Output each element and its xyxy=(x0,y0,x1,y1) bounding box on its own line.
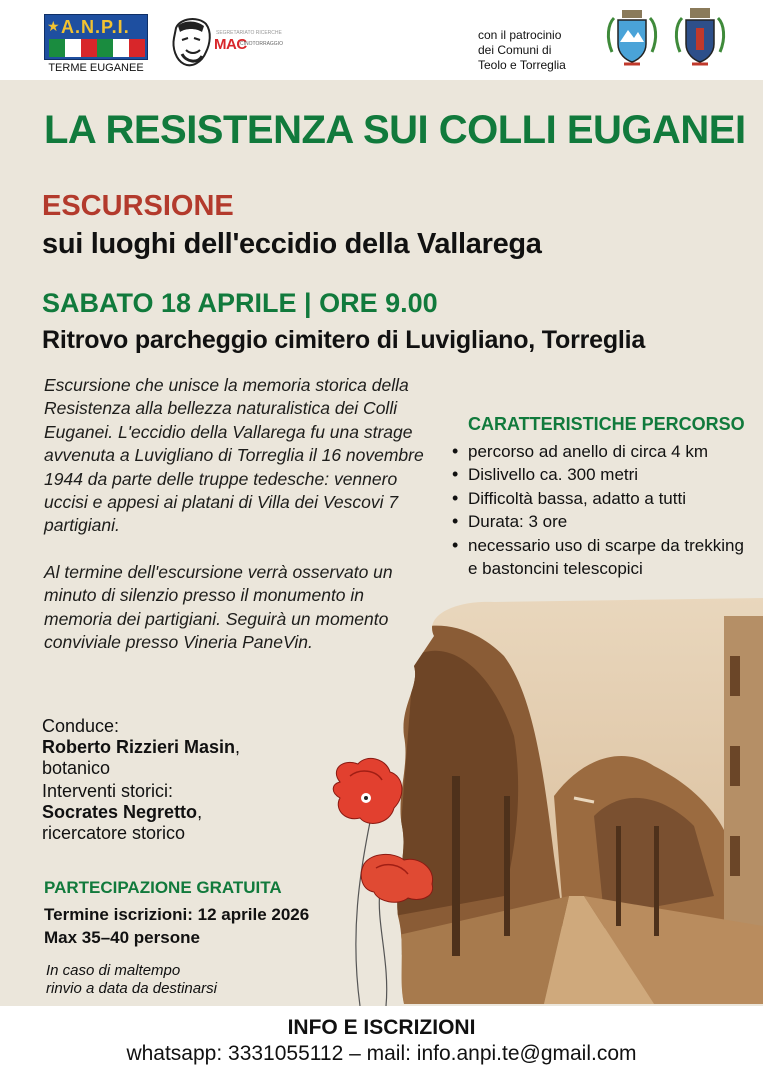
event-subtitle: sui luoghi dell'eccidio della Vallarega xyxy=(42,228,542,260)
historian-label: Interventi storici: xyxy=(42,781,174,801)
description-paragraph-2: Al termine dell'escursione verrà osservato un minuto di silenzio presso il monumento in memoria dei partigiani. Seguirà un momento conviviale presso Vineria PaneVin. xyxy=(44,561,393,653)
poppy-flower-1 xyxy=(333,758,402,823)
registration-info xyxy=(44,903,309,949)
description-paragraph-1: Escursione che unisce la memoria storica della Resistenza alla bellezza naturalistica dei Colli Euganei. L'eccidio della Vallarega fu una strage avvenuta a Luvigliano di Torreglia il 16 novembre 1944 da parte delle truppe tedesche: vennero uccisi e appesi ai platani di Villa dei Vescovi 7 partigiani. xyxy=(44,375,424,536)
anpi-logo xyxy=(44,14,148,74)
historian-role: ricercatore storico xyxy=(42,823,186,843)
anpi-logo-text: A.N.P.I. xyxy=(61,17,130,37)
weather-note-line-1: In caso di maltempo xyxy=(46,962,181,979)
footer xyxy=(0,1006,763,1080)
mac-logo xyxy=(168,14,288,72)
mac-logo-tiny-text: SEGRETARIATO RICERCHE xyxy=(216,30,282,36)
guide-name: Roberto Rizzieri Masin xyxy=(42,737,236,757)
historian-name-line: Socrates Negretto, xyxy=(42,802,203,822)
patronage-text xyxy=(478,28,566,73)
list-item: • percorso ad anello di circa 4 km xyxy=(450,440,750,463)
max-participants: Max 35–40 persone xyxy=(44,928,200,947)
teolo-crest-icon xyxy=(604,8,660,70)
poppy-flower-2 xyxy=(361,854,432,902)
participation-title: PARTECIPAZIONE GRATUITA xyxy=(44,878,282,897)
star-icon: ★ xyxy=(47,18,60,34)
header xyxy=(0,0,763,80)
italian-flag-ribbon xyxy=(49,39,145,57)
guide-name-line: Roberto Rizzieri Masin, xyxy=(42,737,241,757)
route-list xyxy=(450,440,750,580)
mac-logo-text: MAC xyxy=(214,36,247,53)
list-item: • necessario uso di scarpe da trekking e bastoncini telescopici xyxy=(450,534,750,581)
historian-block xyxy=(42,781,202,844)
meeting-point: Ritrovo parcheggio cimitero di Luvigliano, Torreglia xyxy=(42,326,646,354)
mac-logo-small-text: CINOTORRAGGIO xyxy=(240,41,283,47)
contact-line: whatsapp: 3331055112 – mail: info.anpi.te@gmail.com xyxy=(126,1042,637,1065)
guide-role: botanico xyxy=(42,758,111,778)
guide-block xyxy=(42,716,240,779)
registration-deadline: Termine iscrizioni: 12 aprile 2026 xyxy=(44,905,310,924)
patronage-line-3: Teolo e Torreglia xyxy=(478,58,566,72)
list-item: • Dislivello ca. 300 metri xyxy=(450,463,750,486)
guide-label: Conduce: xyxy=(42,716,120,736)
portrait-sketch-icon xyxy=(168,14,214,70)
list-item: • Durata: 3 ore xyxy=(450,510,750,533)
anpi-subtitle: TERME EUGANEE xyxy=(48,62,144,74)
info-title: INFO E ISCRIZIONI xyxy=(287,1016,476,1039)
torreglia-crest-icon xyxy=(672,8,728,70)
list-item: • Difficoltà bassa, adatto a tutti xyxy=(450,487,750,510)
poppies-illustration xyxy=(320,752,450,1006)
route-title: CARATTERISTICHE PERCORSO xyxy=(468,414,745,434)
event-type: ESCURSIONE xyxy=(42,190,234,222)
event-title: LA RESISTENZA SUI COLLI EUGANEI xyxy=(44,108,746,152)
patronage-line-2: dei Comuni di xyxy=(478,43,552,57)
historian-name: Socrates Negretto xyxy=(42,802,198,822)
patronage-line-1: con il patrocinio xyxy=(478,28,562,42)
description xyxy=(44,374,424,654)
weather-note-line-2: rinvio a data da destinarsi xyxy=(46,980,217,997)
anpi-logo-badge xyxy=(44,14,148,60)
weather-note xyxy=(46,962,217,998)
event-date: SABATO 18 APRILE | ORE 9.00 xyxy=(42,288,438,318)
